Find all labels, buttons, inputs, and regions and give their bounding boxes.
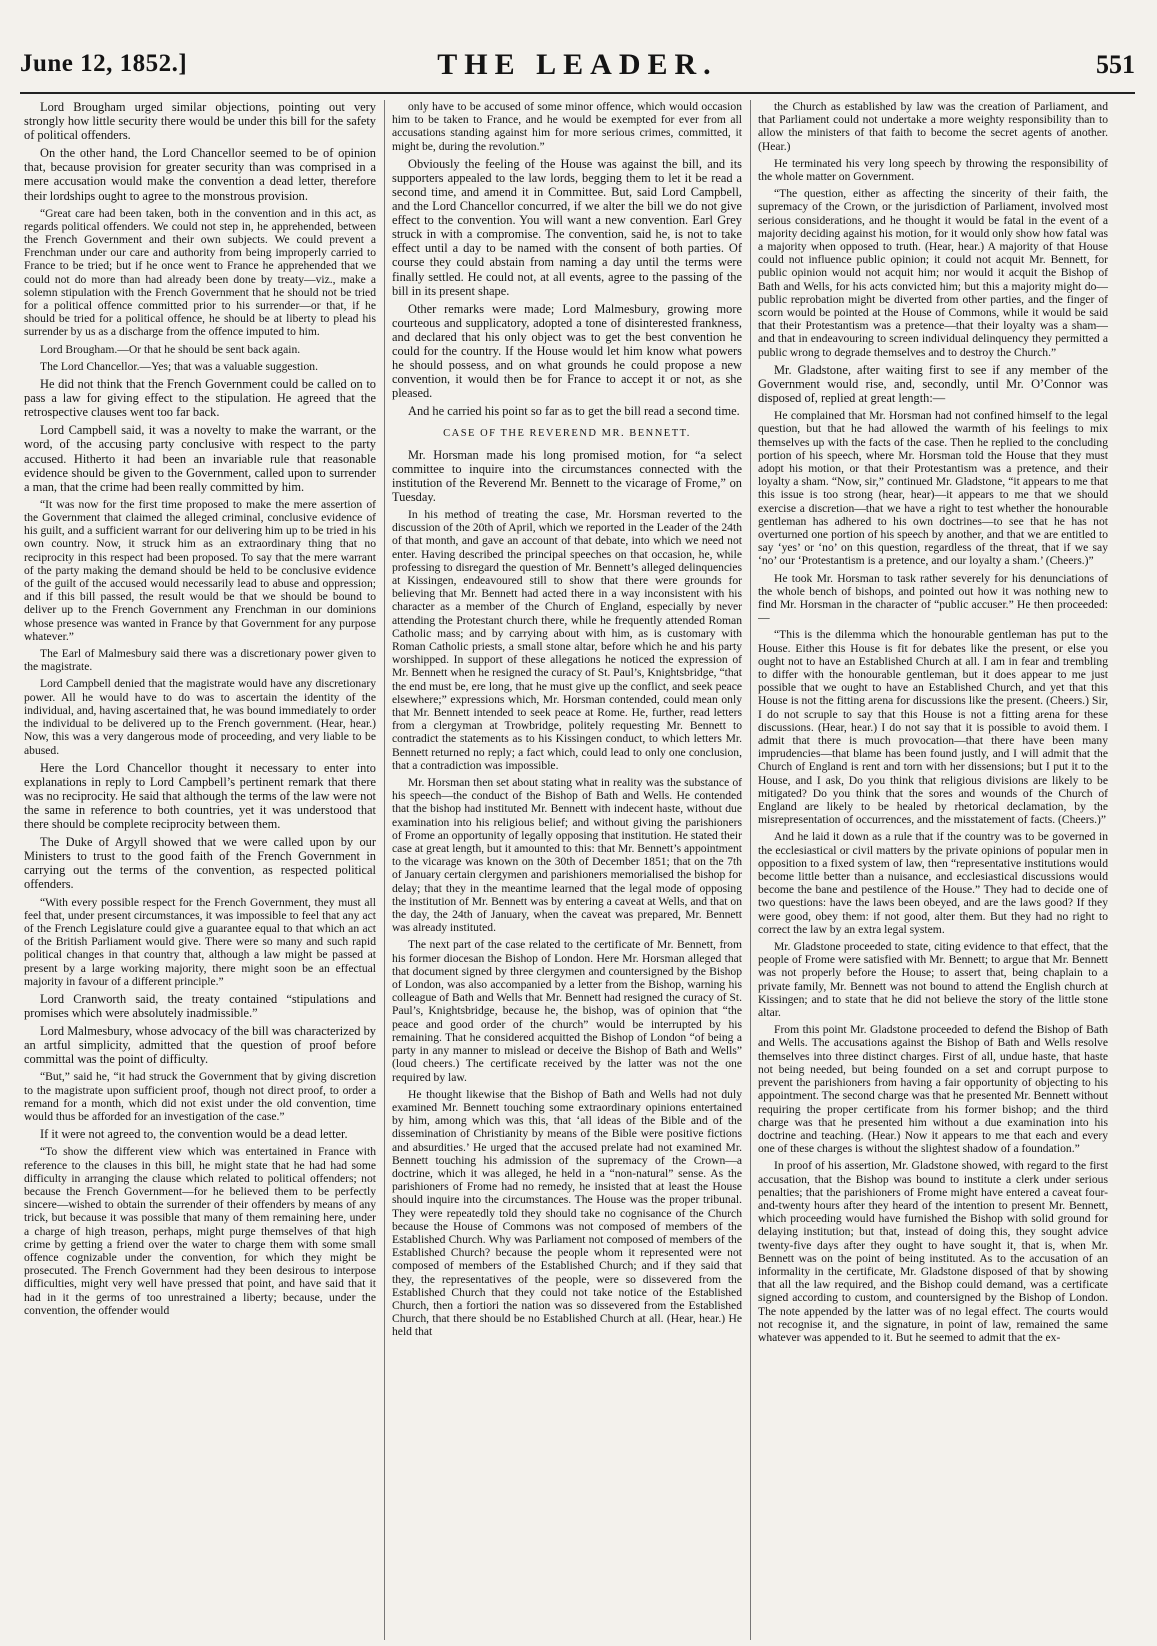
page-number: 551 — [1096, 50, 1135, 79]
article-paragraph: “To show the different view which was entertained in France with reference to the clauses in this bill, he might state that he had had some difficulty in arranging the clause which related to political offenders; not because the French Government—for he believed them to be perfectly sincere—wished to obtain the surrender of their offenders by means of any trick, but because it was possible that many of them remaining here, under a charge of high treason, perhaps, might purge themselves of that high crime by getting a friend over the water to charge them with some small offence cognizable under the convention, for which they might be prosecuted. The French Government had they been desirous to interpose difficulties, might very well have pressed that point, and have said that it had in it the germs of too unrestrained a liberty; because, under the convention, the offender would — [24, 1145, 376, 1317]
article-paragraph: On the other hand, the Lord Chancellor seemed to be of opinion that, because provision for greater security than was comprised in a mere accusation would make the convention a dead letter, therefore their lordships ought to agree to the monstrous provision. — [24, 146, 376, 203]
article-paragraph: Lord Campbell said, it was a novelty to make the warrant, or the word, of the accusing party conclusive with respect to the party accused. Hitherto it had been an invariable rule that reasonable evidence should be given to the Government, called upon to surrender a man, that the crime had been really committed by him. — [24, 423, 376, 494]
masthead — [20, 40, 1135, 94]
article-paragraph: He took Mr. Horsman to task rather severely for his denunciations of the whole bench of bishops, and pointed out how it was nothing new to find Mr. Horsman in the character of “public accuser.” He then proceeded:— — [758, 571, 1108, 625]
article-paragraph: the Church as established by law was the creation of Parliament, and that Parliament could not undertake a more weighty responsibility than to allow the ministers of that faith to become the secret agents of another. (Hear.) — [758, 100, 1108, 153]
article-paragraph: And he carried his point so far as to get the bill read a second time. — [408, 404, 740, 419]
article-paragraph: He terminated his very long speech by throwing the responsibility of the whole matter on Government. — [758, 156, 1108, 184]
article-paragraph: If it were not agreed to, the convention would be a dead letter. — [40, 1127, 348, 1142]
article-paragraph: Mr. Horsman made his long promised motion, for “a select committee to inquire into the circumstances connected with the institution of the Reverend Mr. Bennett to the vicarage of Frome,” on Tuesday. — [392, 447, 742, 504]
article-paragraph: From this point Mr. Gladstone proceeded to defend the Bishop of Bath and Wells. The accusations against the Bishop of Bath and Wells resolve themselves into three distinct charges. First of all, undue haste, that haste not being needed, but being founded on a set and corrupt purpose to prevent the parishioners from having a fair opportunity of objecting to his appointment. The second charge was that he presented Mr. Bennett without requiring the proper certificate from his former bishop; and the third charge was that he presented him without a due examination into his doctrine and teaching. (Hear.) Now it appears to me that each and every one of these charges is without the slightest shadow of a foundation.” — [758, 1023, 1108, 1156]
column-1 — [24, 100, 376, 1640]
article-paragraph: Lord Campbell denied that the magistrate would have any discretionary power. All he would have to do was to ascertain the identity of the individual, and, having ascertained that, he was bound immediately to order the individual to be delivered up to the French government. (Hear, hear.) Now, this was a very dangerous mode of proceeding, and very liable to be abused. — [24, 677, 376, 757]
article-paragraph: “It was now for the first time proposed to make the mere assertion of the Government that claimed the alleged criminal, conclusive evidence of his guilt, and a sufficient warrant for our delivering him up to be tried in his own country. Now, it struck him as an extraordinary thing that no reciprocity in this respect had been proposed. To say that the mere warrant of the party making the demand should be held to be conclusive evidence of the guilt of the accused would necessarily lead to abuse and oppression; and if this bill passed, the result would be that we should be bound to deliver up to the French Government any Frenchman in our dominions whose presence was wanted in France by that Government for any purpose whatever.” — [24, 497, 376, 643]
article-paragraph: The Earl of Malmesbury said there was a discretionary power given to the magistrate. — [24, 647, 376, 674]
article-paragraph: Obviously the feeling of the House was against the bill, and its supporters appealed to the law lords, begging them to let it be read a second time, and amend it in Committee. But, said Lord Campbell, and the Lord Chancellor concurred, if we alter the bill we do not give effect to the convention. You will want a new convention. Earl Grey struck in with a compromise. The convention, said he, is not to take effect until a day to be named with the consent of both parties. Of course they could abstain from naming a day until the terms were finally settled. He could not, at all events, agree to the passing of the bill in its present shape. — [392, 156, 742, 298]
newspaper-title: THE LEADER. — [437, 48, 718, 81]
article-paragraph: Lord Cranworth said, the treaty contained “stipulations and promises which were absolutely inadmissible.” — [24, 991, 376, 1021]
article-paragraph: The Duke of Argyll showed that we were called upon by our Ministers to trust to the good faith of the French Government in carrying out the terms of the convention, as respected political offenders. — [24, 835, 376, 892]
article-paragraph: He thought likewise that the Bishop of Bath and Wells had not duly examined Mr. Bennett touching some extraordinary opinions entertained by him, among which was this, that ‘all ideas of the Bible and of the dissemination of Christianity by means of the Bible were positive fictions and absurdities.’ He urged that the accused prelate had not examined Mr. Bennett touching his admission of the supremacy of the Crown—a doctrine, which it was alleged, he held in a “non-natural” sense. As the parishioners of Frome had no remedy, he insisted that at least the House should inquire into the circumstances. The House was the proper tribunal. They were repeatedly told they should take no cognisance of the Church because the House of Commons was not composed of members of the Established Church. Why was Parliament not composed of members of the Established Church? because the people whom it represented were not composed of members of the Established Church; and if they said that they, the representatives of the people, were so dissevered from the Established Church that they could not take notice of the Established Church, then a fortiori the nation was so dissevered from the Established Church, that there should be no Established Church at all. (Hear, hear.) He held that — [392, 1087, 742, 1339]
column-rule — [750, 100, 751, 1640]
article-paragraph: “The question, either as affecting the sincerity of their faith, the supremacy of the Crown, or the jurisdiction of Parliament, involved most serious considerations, and he thought it would be fatal in the event of a majority deciding against his motion, for it would only show how fatal was a majority when opposed to truth. (Hear, hear.) A majority of that House could not influence public opinion; it could not acquit Mr. Bennett, for public opinion would not acquit him; nor would it acquit the Bishop of Bath and Wells, for his acts convicted him; but this a majority might do—public reprobation might be diverted from other parties, and the finger of scorn would be pointed at the House of Commons, while it would be said that their Protestantism was a pretence—that their loyalty was a sham—and that in endeavouring to screen individual delinquency they permitted a public wrong to degrade themselves and to destroy the Church.” — [758, 187, 1108, 359]
article-paragraph: “With every possible respect for the French Government, they must all feel that, under present circumstances, it was impossible to feel that any act of the French Legislature could give a guarantee equal to that which an act of the British Parliament would give. There were so many and such rapid political changes in that country that, although a law might be passed at present by a large working majority, there might soon be an effectual majority in favour of a different principle.” — [24, 895, 376, 988]
article-paragraph: In his method of treating the case, Mr. Horsman reverted to the discussion of the 20th of April, which we reported in the Leader of the 24th of that month, and gave an account of that debate, into which we need not enter. Having described the principal speeches on that occasion, he, while professing to disregard the question of Mr. Bennett’s alleged delinquencies at Kissingen, endeavoured still to show that there were grounds for believing that Mr. Bennett had acted there in a way inconsistent with his character as a member of the Church of England, especially by never attending the Protestant church there, while he frequently attended Roman Catholic mass; and by carrying about with him, as is customary with Roman Catholic priests, a small stone altar, before which he and his party worshipped. In support of these allegations he noticed the expression of Mr. Bennett when he resigned the curacy of St. Paul’s, Knightsbridge, “that the end must be, ere long, that he must give up the conflict, and seek peace elsewhere;” expressions which, Mr. Horsman contended, could mean only that Mr. Bennett intended to seek peace at Rome. He, further, read letters from a clergyman at Trowbridge, politely requesting Mr. Bennett to contradict the statements as to his Kissingen conduct, to which letters Mr. Bennett returned no reply; a fact which, could lead to only one conclusion, that a contradiction was impossible. — [392, 507, 742, 772]
issue-date: June 12, 1852.] — [20, 50, 188, 77]
article-paragraph: And he laid it down as a rule that if the country was to be governed in the ecclesiastical or civil matters by the private opinions of popular men in opposition to a fixed system of law, then “representative institutions would become little better than a nuisance, and ecclesiastical discussions would become the bane and pestilence of the House.” They had to decide one of two questions: have the laws been obeyed, and are the laws good? If they were good, obey them: if not good, alter them. But they had no right to correct the law by an extra legal system. — [758, 830, 1108, 936]
article-paragraph: In proof of his assertion, Mr. Gladstone showed, with regard to the first accusation, that the Bishop was bound to institute a clerk under serious penalties; that the parishioners of Frome might have entered a caveat four-and-twenty hours after they heard of the intention to present Mr. Bennett, which proceeding would have furnished the Bishop with solid ground for delaying institution; but that, instead of doing this, they sought advice twenty-five days after they ought to have sought it, that is, when Mr. Bennett was on the point of being instituted. As to the accusation of an informality in the certificate, Mr. Gladstone disposed of that by showing that all the law required, and the Bishop could demand, was a certificate signed according to custom, and countersigned by the Bishop of London. The note appended by the latter was of no legal effect. The courts would not recognise it, and the signature, in point of law, remained the same whatever was appended to it. But he seemed to admit that the ex- — [758, 1159, 1108, 1344]
article-paragraph: Here the Lord Chancellor thought it necessary to enter into explanations in reply to Lord Campbell’s pertinent remark that there was no reciprocity. He said that although the terms of the law were not the same in reference to both countries, yet it was understood that there should be complete reciprocity between them. — [24, 760, 376, 832]
article-paragraph: He complained that Mr. Horsman had not confined himself to the legal question, but that he had allowed the warmth of his feelings to mix themselves up with the facts of the case. Then he replied to the concluding portion of his speech, where Mr. Horsman told the House that they must adopt his motion, or that their Protestantism was a pretence, and their loyalty a sham. “Now, sir,” continued Mr. Gladstone, “it appears to me that this issue is too strong (hear, hear)—it appears to me that we should exercise a discretion—that we have a right to test whether the honourable gentleman has adhered to his own doctrines—to see that he has not overturned one portion of his speech by another, and that we are entitled to say ‘yes’ or ‘no’ on this question, regardless of the threat, that if we say ‘no’ our ‘Protestantism is a pretence, and our loyalty a sham.’ (Cheers.)” — [758, 409, 1108, 568]
article-paragraph: “Great care had been taken, both in the convention and in this act, as regards political offenders. We could not step in, he apprehended, between the French Government and their own subjects. We could prevent a Frenchman under our care and authority from being improperly carried to France to be tried; but if he once went to France he apprehended that we could not do more than had already been done by treaty—viz., make a solemn stipulation with the French Government that he should not be tried for a political offence committed prior to his surrender—or that, if he should be tried for a political offence, he should be at liberty to plead his surrender by us as a discharge from the offence imputed to him. — [24, 206, 376, 339]
article-paragraph: He did not think that the French Government could be called on to pass a law for giving effect to the stipulation. He agreed that the retrospective clauses went too far back. — [24, 377, 376, 420]
column-3 — [758, 100, 1108, 1640]
column-rule — [384, 100, 385, 1640]
article-paragraph: Other remarks were made; Lord Malmesbury, growing more courteous and supplicatory, adopted a tone of disinterested frankness, and declared that his only object was to get the best convention he could for the country. If the House would let him know what powers he should possess, and on what grounds he could propose a new convention, it would then be for France to accept it or not, as she pleased. — [392, 301, 742, 401]
article-paragraph: The Lord Chancellor.—Yes; that was a valuable suggestion. — [40, 359, 318, 373]
article-paragraph: “This is the dilemma which the honourable gentleman has put to the House. Either this House is fit for debates like the present, or else you ought not to have an Established Church at all. I am in fear and trembling to differ with the honourable gentleman, but it does appear to me just possible that we ought to have an Established Church, and yet that this House is not the fitting arena for discussions like the present. (Cheers.) Sir, I do not scruple to say that this House is not a fitting arena for these discussions. (Hear, hear.) I do not say that it is possible to avoid them. I admit that there is much provocation—that there have been many imprudencies—that blame has been found justly, and I will admit that the Church of England is rent and torn with her dissensions; but I put it to the House, and I ask, Do you think that religious divisions are likely to be mitigated? Do you think that the sores and wounds of the Church of England are likely to be healed by rhetorical declamation, by the misrepresentation of occurrences, and the misstatement of facts. (Cheers.)” — [758, 628, 1108, 827]
article-paragraph: “But,” said he, “it had struck the Government that by giving discretion to the magistrate upon sufficient proof, though not direct proof, to order a remand for a month, which did not exist under the old convention, time would thus be afforded for an investigation of the case.” — [24, 1070, 376, 1124]
column-2 — [392, 100, 742, 1640]
article-paragraph: Mr. Gladstone, after waiting first to see if any member of the Government would rise, and, secondly, until Mr. O’Connor was disposed of, replied at great length:— — [758, 362, 1108, 406]
article-paragraph: Lord Malmesbury, whose advocacy of the bill was characterized by an artful simplicity, admitted that the question of proof before committal was the point of difficulty. — [24, 1024, 376, 1067]
article-paragraph: Mr. Horsman then set about stating what in reality was the substance of his speech—the conduct of the Bishop of Bath and Wells. He contended that the bishop had instituted Mr. Bennett with indecent haste, without due examination into his religious belief; and without giving the parishioners of Frome an opportunity of legally opposing that institution. He stated their case at great length, but it amounted to this: that Mr. Bennett’s appointment to the vicarage was known on the 30th of December 1851; that on the 7th of January certain clergymen and parishioners memorialised the bishop for delay; that they in the meantime learned that the legal mode of opposing the institution of Mr. Bennett was by entering a caveat at Wells, and that on the day, the 24th of January, when the caveat was prepared, Mr. Bennett was already instituted. — [392, 776, 742, 935]
article-paragraph: Lord Brougham urged similar objections, pointing out very strongly how little security there would be under this bill for the safety of political offenders. — [24, 100, 376, 143]
section-heading: CASE OF THE REVEREND MR. BENNETT. — [443, 427, 691, 439]
article-paragraph: only have to be accused of some minor offence, which would occasion him to be taken to France, and he would be exempted for ever from all accusations standing against him for more serious crimes, committed, it might be, during the revolution.” — [392, 100, 742, 153]
article-paragraph: Mr. Gladstone proceeded to state, citing evidence to that effect, that the people of Frome were satisfied with Mr. Bennett; to argue that Mr. Bennett was not properly before the House; to assert that, being chaplain to a private family, Mr. Bennett was not bound to attend the English church at Kissingen; and to state that he did not believe the story of the little stone altar. — [758, 940, 1108, 1020]
article-paragraph: The next part of the case related to the certificate of Mr. Bennett, from his former diocesan the Bishop of London. Here Mr. Horsman alleged that that document signed by three clergymen and countersigned by the Bishop of London, was also accompanied by a letter from the Bishop, warning his colleague of Bath and Wells that Mr. Bennett had resigned the curacy of St. Paul’s, Knightsbridge, because he, the bishop, was of opinion that “the peace and good order of the church” would be interrupted by his remaining. That he considered acquitted the Bishop of London “of being a party in any manner to mislead or deceive the Bishop of Bath and Wells” (loud cheers.) The certificate received by the latter was not the one required by law. — [392, 938, 742, 1084]
article-paragraph: Lord Brougham.—Or that he should be sent back again. — [40, 342, 301, 356]
